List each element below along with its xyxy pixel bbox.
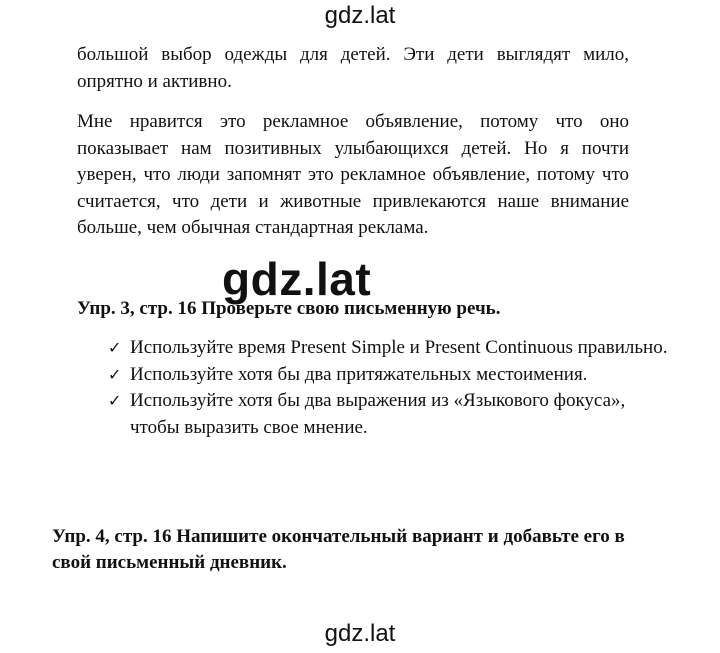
watermark-middle: gdz.lat bbox=[222, 253, 372, 305]
paragraph-intro: большой выбор одежды для детей. Эти дети выглядят мило, опрятно и активно. bbox=[77, 44, 629, 92]
checkmark-icon: ✓ bbox=[108, 364, 122, 384]
checklist bbox=[108, 335, 668, 441]
exercise-4-heading: Упр. 4, стр. 16 Напишите окончательный вариант и добавьте его в свой письменный дневник. bbox=[52, 526, 625, 573]
exercise-3-heading: Упр. 3, стр. 16 Проверьте свою письменную речь. bbox=[77, 298, 501, 319]
checklist-item-text: Используйте хотя бы два притяжательных местоимения. bbox=[130, 363, 588, 385]
checklist-item-text: Используйте время Present Simple и Present Continuous правильно. bbox=[130, 337, 668, 358]
checklist-item bbox=[108, 335, 668, 362]
checklist-item-text: Используйте хотя бы два выражения из «Языкового фокуса», чтобы выразить свое мнение. bbox=[130, 390, 626, 438]
checkmark-icon: ✓ bbox=[108, 338, 122, 357]
watermark-bottom: gdz.lat bbox=[324, 620, 396, 647]
watermark-top: gdz.lat bbox=[324, 2, 396, 29]
checklist-item bbox=[108, 388, 668, 441]
paragraph-opinion: Мне нравится это рекламное объявление, потому что оно показывает нам позитивных улыбающихся детей. Но я почти уверен, что люди запомнят это рекламное объявление, потому что считается, что дети и животные привлекаются наше внимание больше, чем обычная стандартная реклама. bbox=[77, 111, 629, 238]
checkmark-icon: ✓ bbox=[108, 391, 122, 410]
checklist-item bbox=[108, 362, 668, 389]
